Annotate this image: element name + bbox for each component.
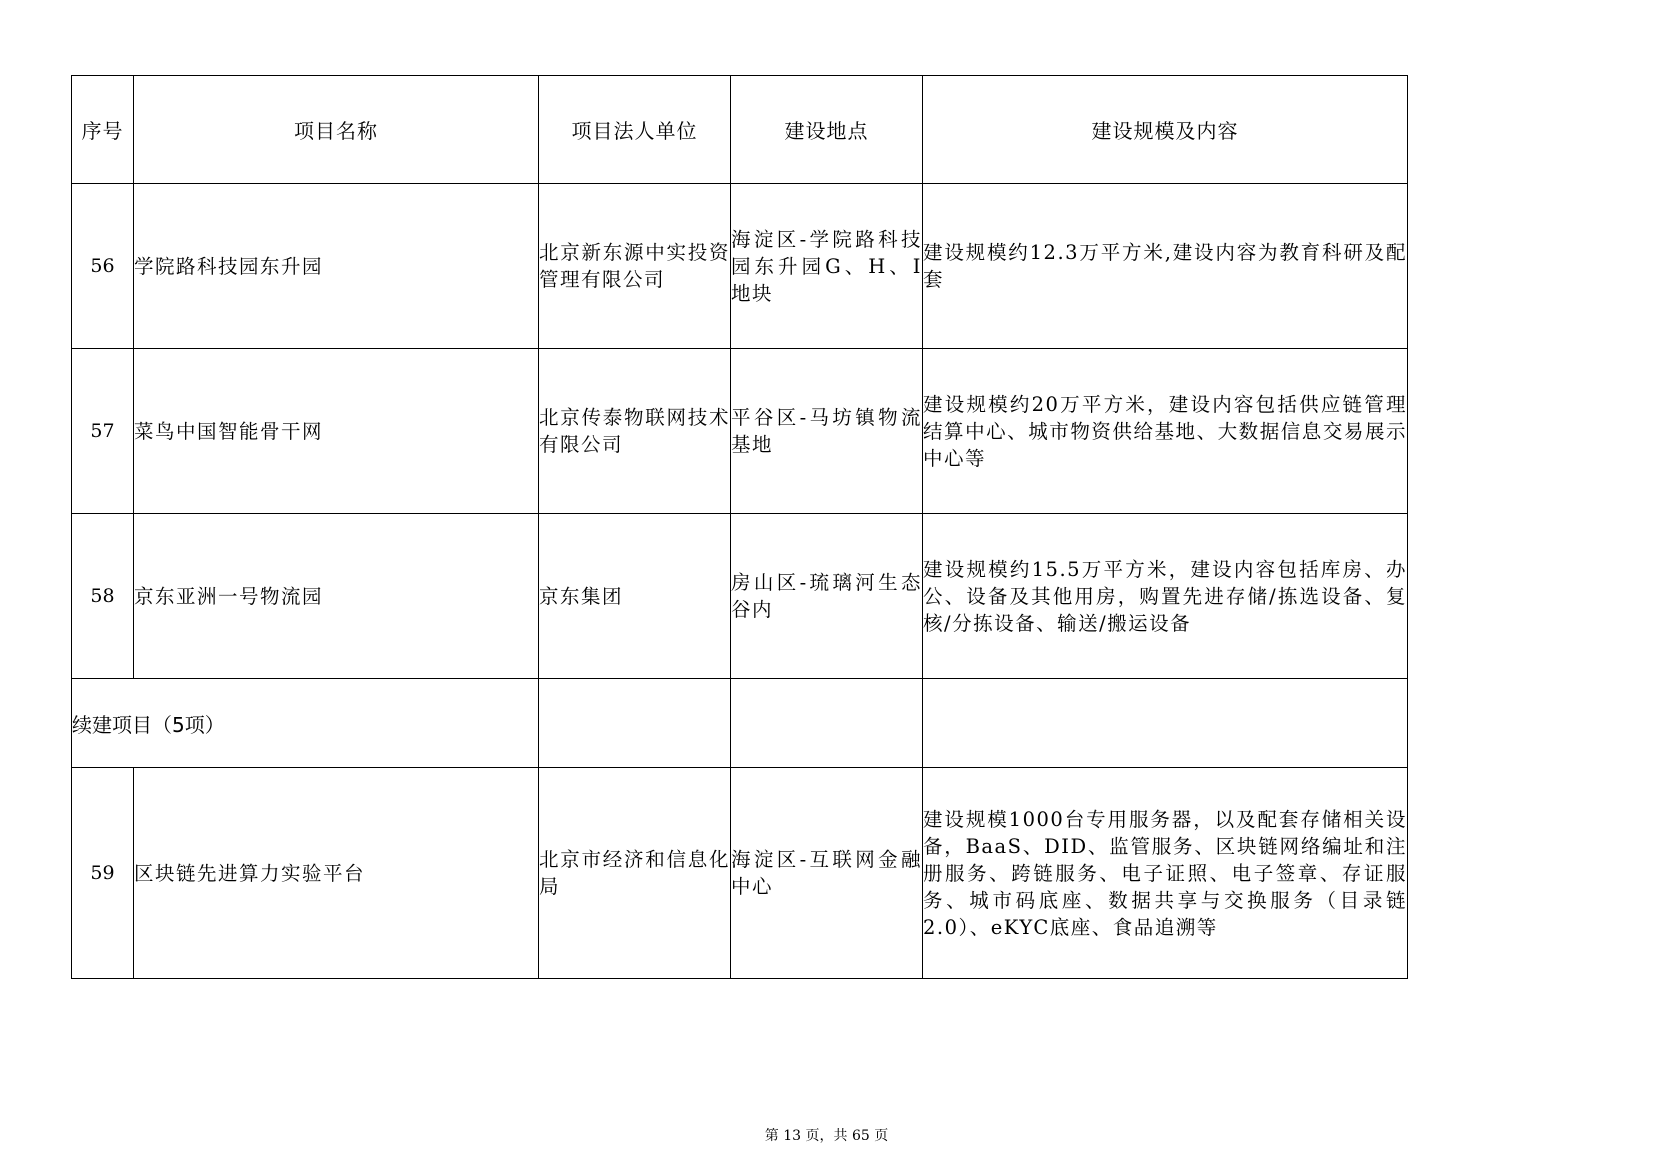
header-scope: 建设规模及内容 bbox=[923, 76, 1408, 184]
row-scope: 建设规模约20万平方米，建设内容包括供应链管理结算中心、城市物资供给基地、大数据信息交易展示中心等 bbox=[923, 349, 1408, 514]
section-label: 续建项目（5项） bbox=[72, 679, 539, 768]
table-row bbox=[72, 184, 1408, 349]
row-seq: 57 bbox=[72, 349, 134, 514]
row-project-name: 菜鸟中国智能骨干网 bbox=[134, 349, 539, 514]
table-row bbox=[72, 768, 1408, 979]
section-empty-cell bbox=[923, 679, 1408, 768]
row-legal-unit: 京东集团 bbox=[539, 514, 731, 679]
header-seq: 序号 bbox=[72, 76, 134, 184]
row-seq: 58 bbox=[72, 514, 134, 679]
row-location: 海淀区-学院路科技园东升园G、H、I地块 bbox=[731, 184, 923, 349]
row-seq: 56 bbox=[72, 184, 134, 349]
row-scope: 建设规模约15.5万平方米，建设内容包括库房、办公、设备及其他用房，购置先进存储/拣选设备、复核/分拣设备、输送/搬运设备 bbox=[923, 514, 1408, 679]
row-location: 海淀区-互联网金融中心 bbox=[731, 768, 923, 979]
row-location: 房山区-琉璃河生态谷内 bbox=[731, 514, 923, 679]
header-location: 建设地点 bbox=[731, 76, 923, 184]
row-scope: 建设规模1000台专用服务器，以及配套存储相关设备，BaaS、DID、监管服务、区块链网络编址和注册服务、跨链服务、电子证照、电子签章、存证服务、城市码底座、数据共享与交换服务（目录链2.0）、eKYC底座、食品追溯等 bbox=[923, 768, 1408, 979]
table-row bbox=[72, 349, 1408, 514]
row-project-name: 学院路科技园东升园 bbox=[134, 184, 539, 349]
table-header-row bbox=[72, 76, 1408, 184]
row-legal-unit: 北京市经济和信息化局 bbox=[539, 768, 731, 979]
row-scope: 建设规模约12.3万平方米,建设内容为教育科研及配套 bbox=[923, 184, 1408, 349]
row-location: 平谷区-马坊镇物流基地 bbox=[731, 349, 923, 514]
section-empty-cell bbox=[731, 679, 923, 768]
page-footer: 第 13 页，共 65 页 bbox=[764, 1128, 889, 1144]
header-project-name: 项目名称 bbox=[134, 76, 539, 184]
section-empty-cell bbox=[539, 679, 731, 768]
row-project-name: 区块链先进算力实验平台 bbox=[134, 768, 539, 979]
row-legal-unit: 北京传泰物联网技术有限公司 bbox=[539, 349, 731, 514]
row-legal-unit: 北京新东源中实投资管理有限公司 bbox=[539, 184, 731, 349]
row-project-name: 京东亚洲一号物流园 bbox=[134, 514, 539, 679]
header-legal-unit: 项目法人单位 bbox=[539, 76, 731, 184]
section-row bbox=[72, 679, 1408, 768]
row-seq: 59 bbox=[72, 768, 134, 979]
table-row bbox=[72, 514, 1408, 679]
project-table bbox=[71, 75, 1408, 979]
